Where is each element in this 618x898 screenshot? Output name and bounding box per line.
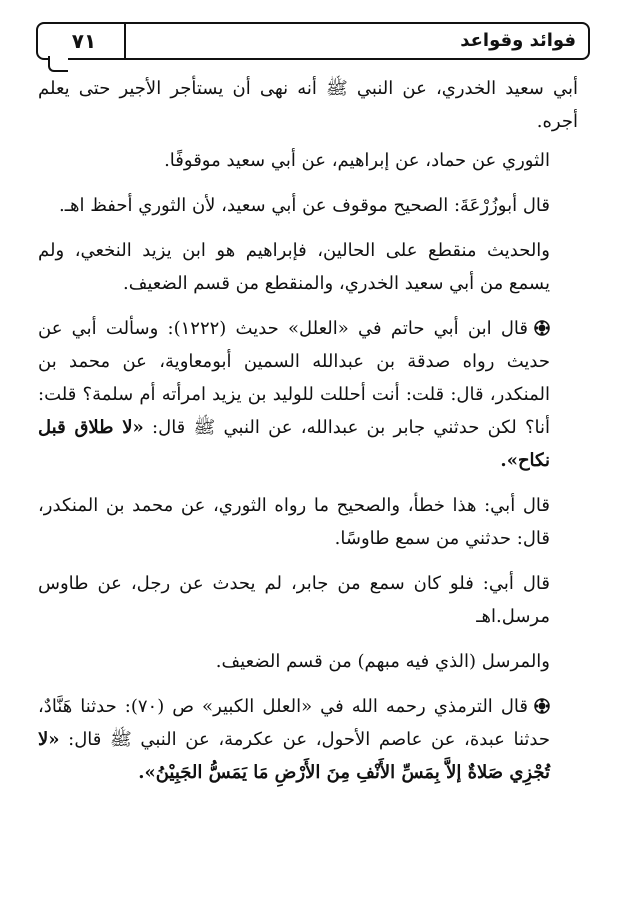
paragraph-text: قال أبي: فلو كان سمع من جابر، لم يحدث عن رجل، عن طاوس مرسل.اهـ bbox=[38, 573, 550, 627]
rosette-icon bbox=[534, 698, 550, 714]
paragraph-text: الثوري عن حماد، عن إبراهيم، عن أبي سعيد موقوفًا. bbox=[164, 150, 550, 171]
section-paragraph bbox=[38, 312, 578, 477]
paragraph-continued bbox=[38, 72, 578, 138]
page-body bbox=[38, 72, 578, 801]
paragraph bbox=[38, 489, 578, 555]
paragraph bbox=[38, 567, 578, 633]
section-paragraph bbox=[38, 690, 578, 789]
paragraph bbox=[38, 144, 578, 177]
paragraph-text: قال الترمذي رحمه الله في «العلل الكبير» ص (٧٠): حدثنا هَنَّادٌ، حدثنا عبدة، عن عاصم الأحول، عن عكرمة، عن النبي ﷺ قال: bbox=[38, 696, 550, 750]
hadith-quote: «لا طلاق قبل نكاح». bbox=[38, 417, 550, 471]
paragraph-text: أبي سعيد الخدري، عن النبي ﷺ أنه نهى أن يستأجر الأجير حتى يعلم أجره. bbox=[38, 78, 578, 132]
paragraph-text: قال أبي: هذا خطأ، والصحيح ما رواه الثوري، عن محمد بن المنكدر، قال: حدثني من سمع طاوسًا. bbox=[38, 495, 550, 549]
paragraph bbox=[38, 234, 578, 300]
running-title: فوائد وقواعد bbox=[460, 30, 576, 51]
page-header bbox=[36, 22, 590, 60]
paragraph bbox=[38, 645, 578, 678]
paragraph-text: قال ابن أبي حاتم في «العلل» حديث (١٢٢٢): وسألت أبي عن حديث رواه صدقة بن عبدالله السمين أبومعاوية، عن محمد بن المنكدر، قال: قلت: أنت أحللت للوليد بن يزيد امرأته أم سلمة؟ قلت: أنا؟ لكن حدثني جابر بن عبدالله، عن النبي ﷺ قال: bbox=[38, 318, 550, 438]
page-number-box bbox=[44, 22, 126, 60]
hadith-quote: «لا تُجْزِي صَلاةٌ إلاَّ بِمَسِّ الأَنْفِ مِنَ الأَرْضِ مَا يَمَسُّ الجَبِيْنُ». bbox=[38, 729, 550, 783]
paragraph-text: والحديث منقطع على الحالين، فإبراهيم هو ابن يزيد النخعي، ولم يسمع من أبي سعيد الخدري، والمنقطع من قسم الضعيف. bbox=[38, 240, 550, 294]
paragraph bbox=[38, 189, 578, 222]
paragraph-text: قال أبوزُرْعَةَ: الصحيح موقوف عن أبي سعيد، لأن الثوري أحفظ اهـ. bbox=[58, 195, 550, 216]
page-number: ٧١ bbox=[71, 29, 97, 53]
paragraph-text: والمرسل (الذي فيه مبهم) من قسم الضعيف. bbox=[215, 651, 550, 672]
rosette-icon bbox=[534, 320, 550, 336]
header-corner-tab bbox=[48, 56, 68, 72]
